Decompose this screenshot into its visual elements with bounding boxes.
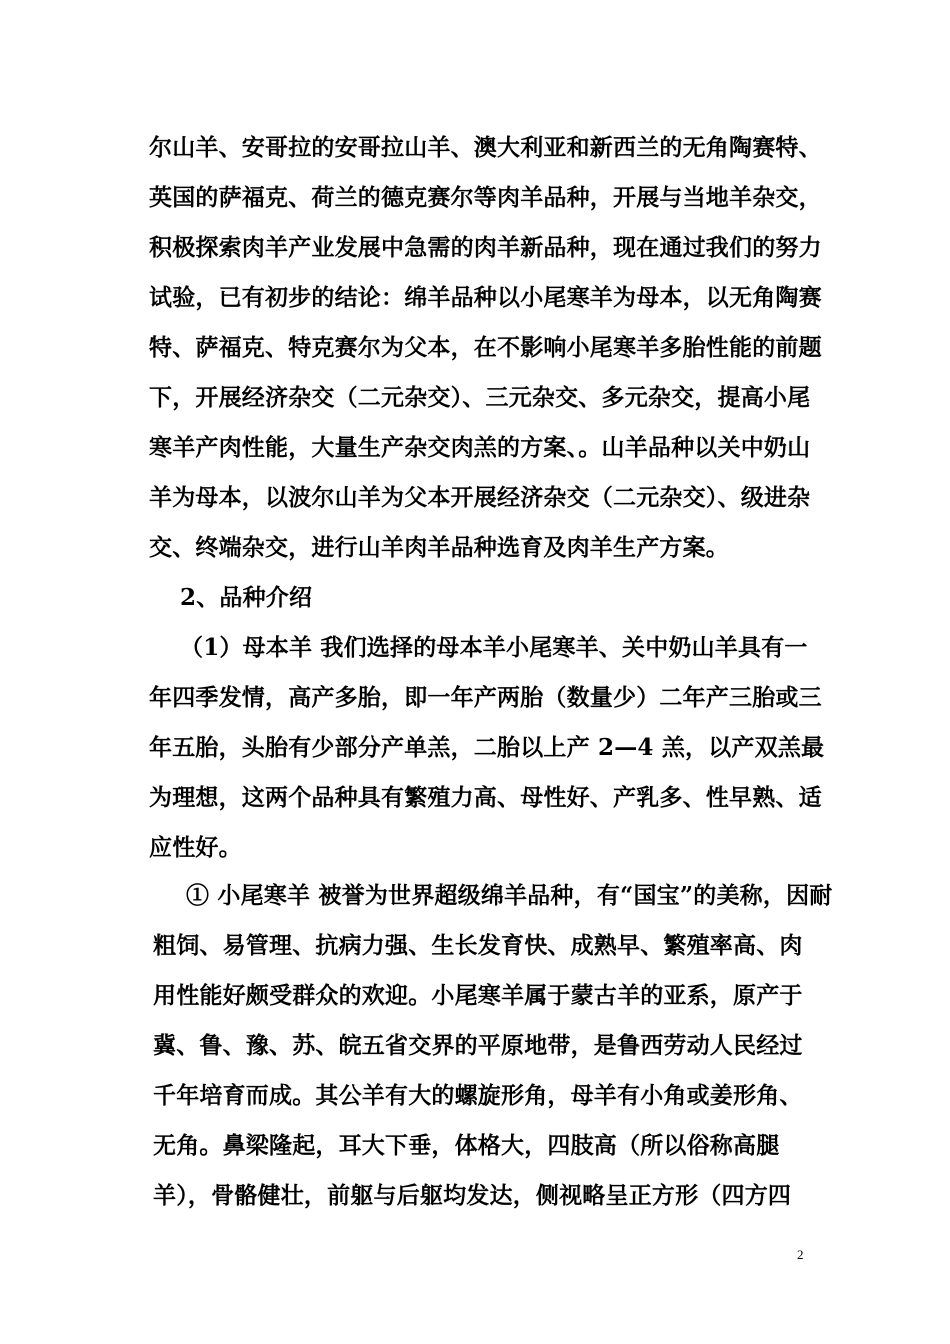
text-line: 无角。鼻梁隆起，耳大下垂，体格大，四肢高（所以俗称高腿 (153, 1132, 780, 1159)
text-line: 冀、鲁、豫、苏、皖五省交界的平原地带，是鲁西劳动人民经过 (153, 1032, 803, 1059)
text-line: 用性能好颇受群众的欢迎。小尾寒羊属于蒙古羊的亚系，原产于 (153, 982, 803, 1009)
text-line: 粗饲、易管理、抗病力强、生长发育快、成熟早、繁殖率高、肉 (153, 932, 803, 959)
text-line: 英国的萨福克、荷兰的德克赛尔等肉羊品种，开展与当地羊杂交， (149, 184, 822, 211)
text-line: 羊为母本，以波尔山羊为父本开展经济杂交（二元杂交）、级进杂 (149, 484, 811, 511)
text-line: 试验，已有初步的结论：绵羊品种以小尾寒羊为母本，以无角陶赛 (149, 284, 822, 311)
text-line: 应性好。 (149, 834, 242, 861)
paragraph-first-line: ① 小尾寒羊 被誉为世界超级绵羊品种，有“国宝”的美称，因耐 (186, 882, 833, 909)
text-line: 尔山羊、安哥拉的安哥拉山羊、澳大利亚和新西兰的无角陶赛特、 (149, 134, 822, 161)
text-line: 年四季发情，高产多胎，即一年产两胎（数量少）二年产三胎或三 (149, 684, 822, 711)
text-line: 交、终端杂交，进行山羊肉羊品种选育及肉羊生产方案。 (149, 534, 729, 561)
section-heading: 2、品种介绍 (180, 584, 313, 611)
text-line: 羊），骨骼健壮，前躯与后躯均发达，侧视略呈正方形（四方四 (153, 1182, 792, 1209)
text-line: 积极探索肉羊产业发展中急需的肉羊新品种，现在通过我们的努力 (149, 234, 822, 261)
text-line: 下，开展经济杂交（二元杂交）、三元杂交、多元杂交，提高小尾 (149, 384, 811, 411)
text-line: 为理想，这两个品种具有繁殖力高、母性好、产乳多、性早熟、适 (149, 784, 822, 811)
page-number: 2 (797, 1247, 804, 1262)
text-line: 千年培育而成。其公羊有大的螺旋形角，母羊有小角或姜形角、 (153, 1082, 803, 1109)
text-line: 年五胎，头胎有少部分产单羔，二胎以上产 2—4 羔，以产双羔最 (149, 734, 825, 761)
paragraph-first-line: （1）母本羊 我们选择的母本羊小尾寒羊、关中奶山羊具有一 (180, 634, 808, 661)
text-line: 特、萨福克、特克赛尔为父本，在不影响小尾寒羊多胎性能的前题 (149, 334, 822, 361)
text-line: 寒羊产肉性能，大量生产杂交肉羔的方案、。山羊品种以关中奶山 (149, 434, 811, 461)
